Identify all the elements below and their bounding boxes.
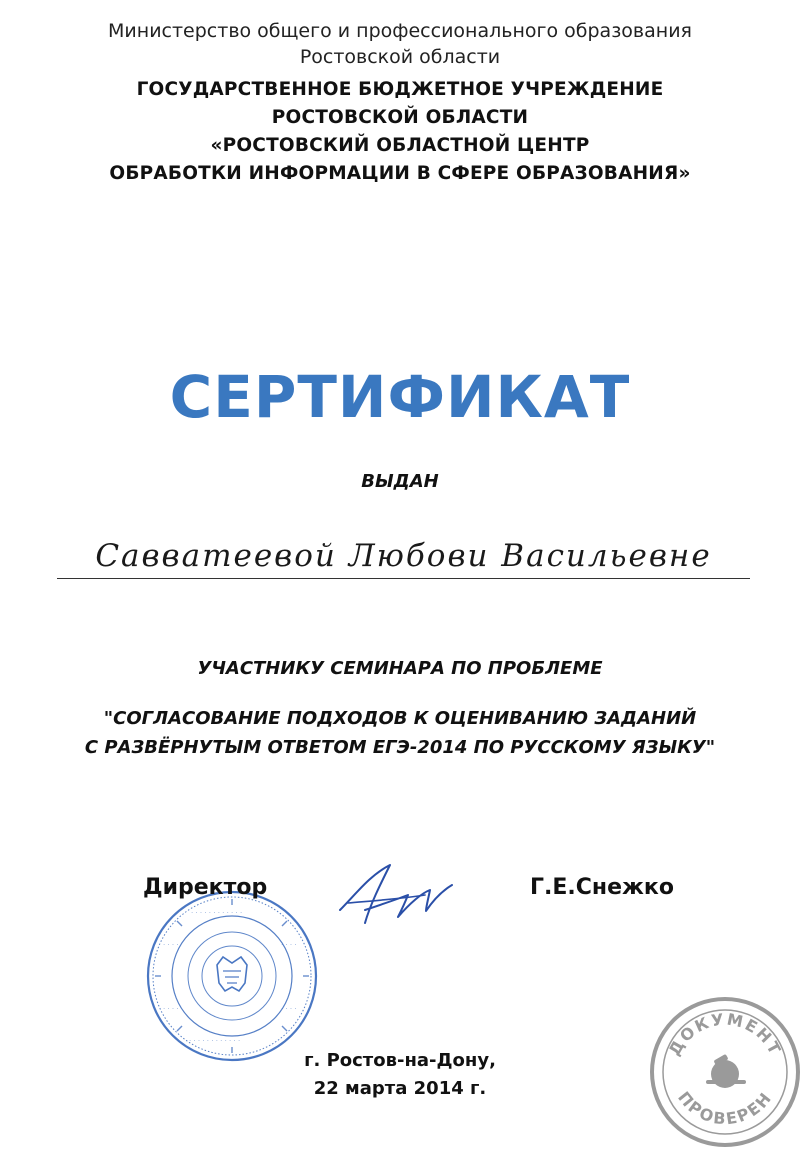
svg-text:ДОКУМЕНТ: ДОКУМЕНТ <box>664 1009 786 1059</box>
certificate-title: СЕРТИФИКАТ <box>169 363 631 431</box>
organization-header <box>0 76 800 188</box>
recipient-name-underline <box>57 578 750 579</box>
organization-line-2: РОСТОВСКОЙ ОБЛАСТИ <box>271 107 529 128</box>
svg-text:· · · ·: · · · · <box>163 1005 179 1013</box>
svg-text:· · · · · · · · · · · ·: · · · · · · · · · · · · <box>191 909 243 917</box>
seminar-title-line-1: "СОГЛАСОВАНИЕ ПОДХОДОВ К ОЦЕНИВАНИЮ ЗАДАНИЙ <box>103 708 697 729</box>
director-signature-icon <box>330 855 460 935</box>
ministry-header <box>0 18 800 70</box>
organization-line-4: ОБРАБОТКИ ИНФОРМАЦИИ В СФЕРЕ ОБРАЗОВАНИЯ» <box>109 163 691 184</box>
director-label: Директор <box>143 875 268 900</box>
issue-city: г. Ростов-на-Дону, <box>304 1050 496 1071</box>
seminar-title-line-2: С РАЗВЁРНУТЫМ ОТВЕТОМ ЕГЭ-2014 ПО РУССКОМУ ЯЗЫКУ" <box>84 737 716 758</box>
organization-line-3: «РОСТОВСКИЙ ОБЛАСТНОЙ ЦЕНТР <box>210 135 590 156</box>
svg-text:· · · · · · · · · · · ·: · · · · · · · · · · · · <box>189 1037 241 1045</box>
seminar-title <box>0 704 800 762</box>
svg-text:ПРОВЕРЕН: ПРОВЕРЕН <box>674 1087 776 1129</box>
director-name: Г.Е.Снежко <box>530 875 674 900</box>
participant-line: УЧАСТНИКУ СЕМИНАРА ПО ПРОБЛЕМЕ <box>197 658 603 679</box>
svg-text:· · · ·: · · · · <box>281 941 297 949</box>
ministry-line-2: Ростовской области <box>299 46 501 68</box>
issued-label: ВЫДАН <box>361 471 439 492</box>
recipient-name: Савватеевой Любови Васильевне <box>95 538 712 574</box>
official-seal-icon <box>143 887 321 1065</box>
organization-line-1: ГОСУДАРСТВЕННОЕ БЮДЖЕТНОЕ УЧРЕЖДЕНИЕ <box>136 79 664 100</box>
svg-text:· · · ·: · · · · <box>281 1005 297 1013</box>
ministry-line-1: Министерство общего и профессионального образования <box>108 20 692 42</box>
issue-date: 22 марта 2014 г. <box>313 1078 487 1099</box>
document-checked-stamp-icon <box>648 995 800 1149</box>
svg-text:· · · ·: · · · · <box>163 941 179 949</box>
